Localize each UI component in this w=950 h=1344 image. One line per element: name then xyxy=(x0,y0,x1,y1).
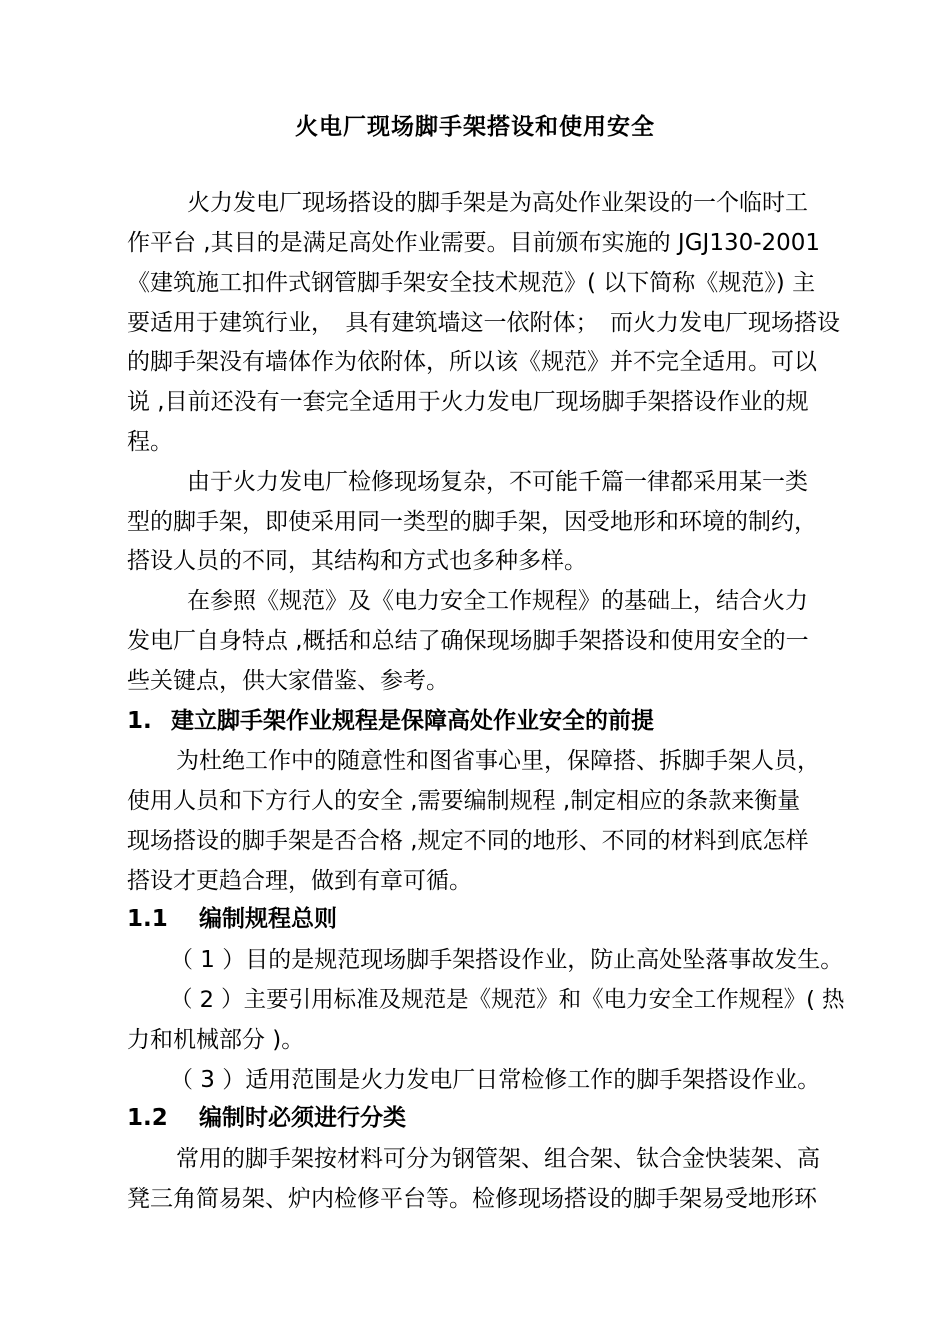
paragraph-line: 使用人员和下方行人的安全 ,需要编制规程 ,制定相应的条款来衡量 xyxy=(127,788,801,814)
paragraph-line: 为杜绝工作中的随意性和图省事心里，保障搭、拆脚手架人员， xyxy=(176,748,820,774)
paragraph-line: 的脚手架没有墙体作为依附体，所以该《规范》并不完全适用。可以 xyxy=(127,349,817,375)
paragraph-line: 搭设人员的不同，其结构和方式也多种多样。 xyxy=(127,548,587,574)
paragraph-line: 程。 xyxy=(127,429,173,455)
section-number: 1. xyxy=(127,708,152,734)
list-item: （ 2 ）主要引用标准及规范是《规范》和《电力安全工作规程》( 热 xyxy=(170,987,845,1013)
section-heading-1-1 xyxy=(127,904,337,934)
list-item: （ 1 ）目的是规范现场脚手架搭设作业，防止高处坠落事故发生。 xyxy=(170,947,844,973)
paragraph-line: 作平台 ,其目的是满足高处作业需要。目前颁布实施的 JGJ130-2001 xyxy=(127,230,821,256)
section-heading-1 xyxy=(127,706,654,736)
paragraph-line: 在参照《规范》及《电力安全工作规程》的基础上，结合火力 xyxy=(187,588,808,614)
paragraph-line: 要适用于建筑行业， 具有建筑墙这一依附体； 而火力发电厂现场搭设 xyxy=(127,310,840,336)
paragraph-line: 火力发电厂现场搭设的脚手架是为高处作业架设的一个临时工 xyxy=(187,190,808,216)
paragraph-line: 些关键点，供大家借鉴、参考。 xyxy=(127,668,449,694)
paragraph-line: 《建筑施工扣件式钢管脚手架安全技术规范》( 以下简称《规范》) 主 xyxy=(127,270,816,296)
section-title: 编制规程总则 xyxy=(199,906,337,932)
list-item: （ 3 ）适用范围是火力发电厂日常检修工作的脚手架搭设作业。 xyxy=(170,1067,821,1093)
section-number: 1.2 xyxy=(127,1105,168,1131)
paragraph-line: 凳三角简易架、炉内检修平台等。检修现场搭设的脚手架易受地形环 xyxy=(127,1186,817,1212)
section-number: 1.1 xyxy=(127,906,168,932)
section-title: 建立脚手架作业规程是保障高处作业安全的前提 xyxy=(171,708,654,734)
section-title: 编制时必须进行分类 xyxy=(199,1105,406,1131)
paragraph-line: 常用的脚手架按材料可分为钢管架、组合架、钛合金快装架、高 xyxy=(176,1146,820,1172)
paragraph-line: 搭设才更趋合理，做到有章可循。 xyxy=(127,868,472,894)
paragraph-line: 型的脚手架，即使采用同一类型的脚手架，因受地形和环境的制约， xyxy=(127,509,817,535)
section-heading-1-2 xyxy=(127,1103,406,1133)
list-item-continuation: 力和机械部分 )。 xyxy=(127,1027,305,1053)
paragraph-line: 说 ,目前还没有一套完全适用于火力发电厂现场脚手架搭设作业的规 xyxy=(127,389,809,415)
paragraph-line: 现场搭设的脚手架是否合格 ,规定不同的地形、不同的材料到底怎样 xyxy=(127,828,809,854)
paragraph-line: 由于火力发电厂检修现场复杂，不可能千篇一律都采用某一类 xyxy=(187,469,808,495)
paragraph-line: 发电厂自身特点 ,概括和总结了确保现场脚手架搭设和使用安全的一 xyxy=(127,628,809,654)
document-title: 火电厂现场脚手架搭设和使用安全 xyxy=(295,114,655,140)
